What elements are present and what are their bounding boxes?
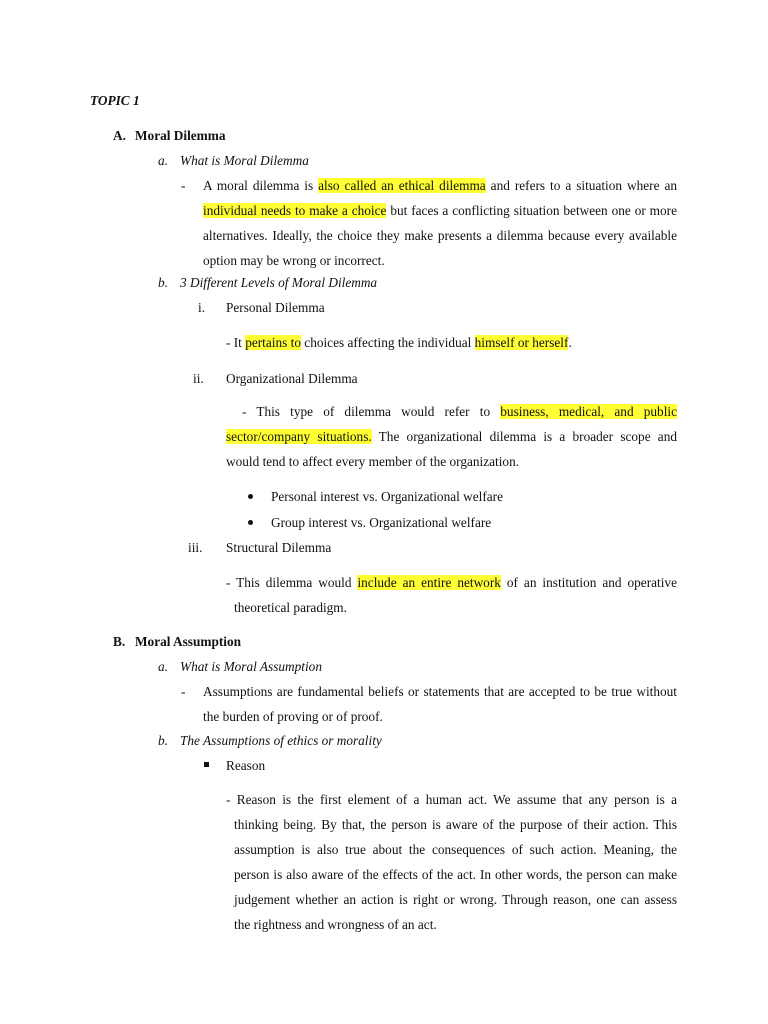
moral-assumption-definition bbox=[203, 679, 677, 729]
text-run: assumption is also true about the consequences of such action. Meaning, the bbox=[234, 842, 677, 857]
text-run: theoretical paradigm. bbox=[234, 600, 347, 615]
text-line bbox=[234, 595, 677, 620]
highlighted-text: sector/company situations. bbox=[226, 429, 372, 444]
section-b-label: B. bbox=[113, 634, 126, 649]
text-run: option may be wrong or incorrect. bbox=[203, 253, 385, 268]
level-i-label: i. bbox=[198, 300, 206, 315]
text-line bbox=[203, 223, 677, 248]
highlighted-text: business, medical, and public bbox=[500, 404, 677, 419]
text-line bbox=[226, 787, 677, 812]
highlighted-text: also called an ethical dilemma bbox=[318, 178, 486, 193]
text-run: A moral dilemma is bbox=[203, 178, 319, 193]
text-run: thinking being. By that, the person is aware of the purpose of their action. This bbox=[234, 817, 677, 832]
dash-marker: - bbox=[181, 684, 186, 699]
sub-b-label: b. bbox=[158, 275, 168, 290]
structural-dilemma-text bbox=[226, 570, 677, 620]
text-line bbox=[226, 449, 677, 474]
organizational-dilemma-text bbox=[226, 399, 677, 474]
text-line bbox=[203, 704, 677, 729]
text-run: but faces a conflicting situation between one or more bbox=[386, 203, 677, 218]
section-a-label: A. bbox=[113, 128, 126, 143]
level-iii-title: Structural Dilemma bbox=[226, 540, 332, 555]
text-line bbox=[234, 912, 677, 937]
bullet-dot bbox=[248, 494, 253, 499]
text-run: of an institution and operative bbox=[500, 575, 677, 590]
sub-a-title: What is Moral Dilemma bbox=[180, 153, 309, 168]
text-run: person is also aware of the effects of the act. In other words, the person can make bbox=[234, 867, 677, 882]
text-run: the rightness and wrongness of an act. bbox=[234, 917, 437, 932]
text-run: choices affecting the individual bbox=[300, 335, 475, 350]
highlighted-text: pertains to bbox=[245, 335, 301, 350]
level-iii-label: iii. bbox=[188, 540, 203, 555]
text-run: The organizational dilemma is a broader scope and bbox=[371, 429, 678, 444]
text-run: - This type of dilemma would refer to bbox=[242, 404, 501, 419]
text-line bbox=[226, 424, 677, 449]
topic-heading: TOPIC 1 bbox=[90, 93, 140, 108]
text-line bbox=[234, 837, 677, 862]
text-run: Assumptions are fundamental beliefs or statements that are accepted to be true without bbox=[203, 684, 677, 699]
reason-item: Reason bbox=[226, 758, 266, 773]
highlighted-text: individual needs to make a choice bbox=[203, 203, 387, 218]
text-line bbox=[203, 679, 677, 704]
level-ii-label: ii. bbox=[193, 371, 204, 386]
text-run: and refers to a situation where an bbox=[485, 178, 678, 193]
dash-marker: - bbox=[181, 178, 186, 193]
sub-b-title: 3 Different Levels of Moral Dilemma bbox=[180, 275, 378, 290]
text-line bbox=[226, 330, 626, 355]
text-line bbox=[242, 399, 677, 424]
level-i-title: Personal Dilemma bbox=[226, 300, 325, 315]
text-line bbox=[234, 862, 677, 887]
level-ii-title: Organizational Dilemma bbox=[226, 371, 358, 386]
section-a-title: Moral Dilemma bbox=[135, 128, 226, 143]
bullet-dot bbox=[248, 520, 253, 525]
text-run: would tend to affect every member of the organization. bbox=[226, 454, 520, 469]
text-line bbox=[234, 812, 677, 837]
text-run: the burden of proving or of proof. bbox=[203, 709, 383, 724]
text-line bbox=[203, 198, 677, 223]
bullet-item: Personal interest vs. Organizational welfare bbox=[271, 489, 504, 504]
section-b-title: Moral Assumption bbox=[135, 634, 242, 649]
personal-dilemma-text bbox=[226, 330, 626, 355]
text-run: . bbox=[568, 335, 572, 350]
text-line bbox=[203, 173, 677, 198]
highlighted-text: include an entire network bbox=[357, 575, 501, 590]
sub-b-title: The Assumptions of ethics or morality bbox=[180, 733, 382, 748]
sub-a-label: a. bbox=[158, 659, 168, 674]
sub-a-title: What is Moral Assumption bbox=[180, 659, 322, 674]
text-run: alternatives. Ideally, the choice they make presents a dilemma because every available bbox=[203, 228, 677, 243]
text-line bbox=[203, 248, 677, 273]
text-line bbox=[234, 887, 677, 912]
text-line bbox=[226, 570, 677, 595]
text-run: - It bbox=[226, 335, 246, 350]
moral-dilemma-definition bbox=[203, 173, 677, 273]
highlighted-text: himself or herself bbox=[474, 335, 569, 350]
sub-a-label: a. bbox=[158, 153, 168, 168]
reason-text bbox=[226, 787, 677, 937]
text-run: - This dilemma would bbox=[226, 575, 358, 590]
text-run: - Reason is the first element of a human act. We assume that any person is a bbox=[226, 792, 677, 807]
text-run: judgement whether an action is right or wrong. Through reason, one can assess bbox=[234, 892, 677, 907]
bullet-item: Group interest vs. Organizational welfare bbox=[271, 515, 492, 530]
square-bullet bbox=[204, 762, 209, 767]
sub-b-label: b. bbox=[158, 733, 168, 748]
